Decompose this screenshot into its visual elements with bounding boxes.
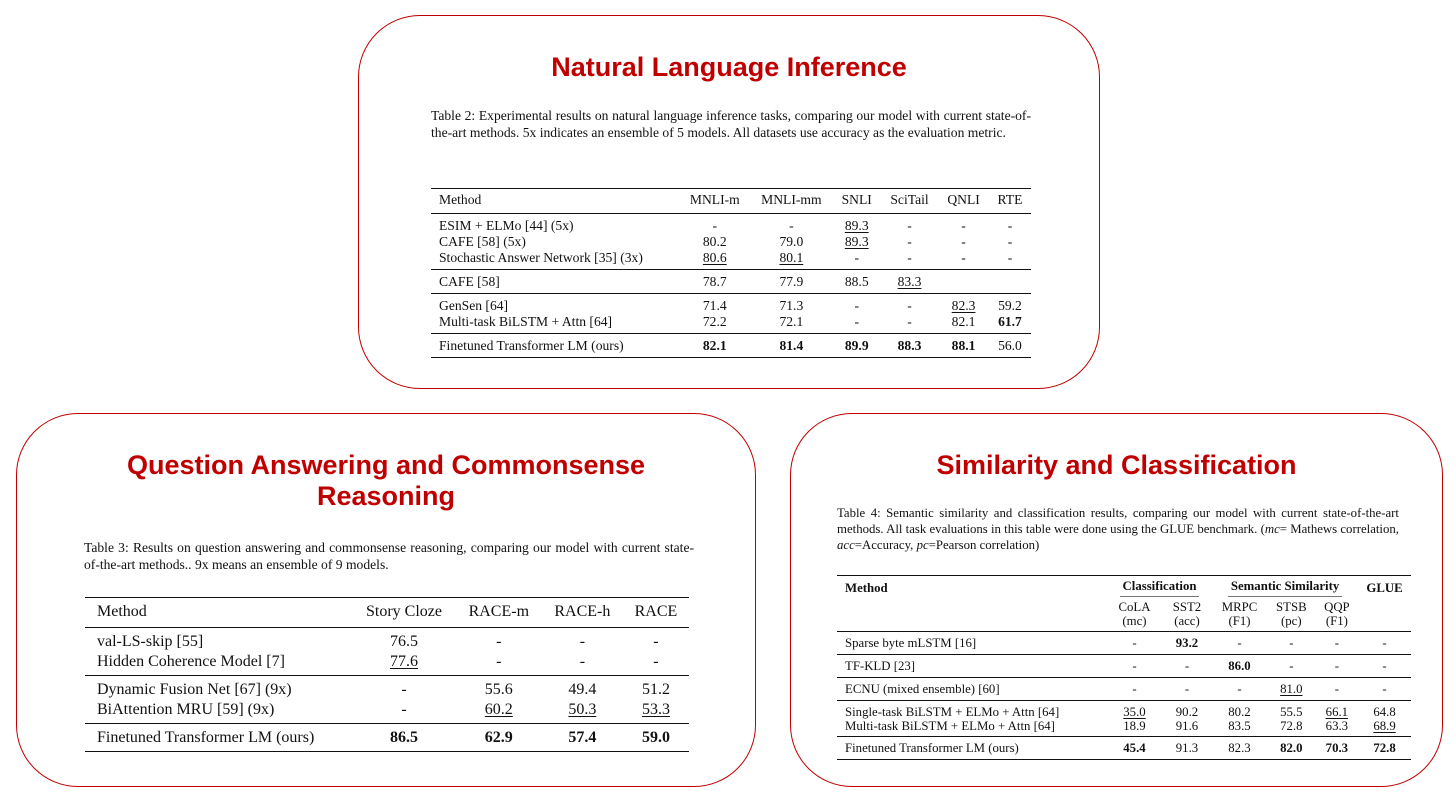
qa-table-row (85, 676, 689, 701)
nli-col-qnli: QNLI (947, 192, 980, 207)
sim-col-name: SST2 (1172, 600, 1202, 614)
value-cell: 83.5 (1228, 719, 1251, 733)
value-cell (989, 270, 1031, 294)
value-cell: 93.2 (1162, 632, 1212, 655)
method-cell: ESIM + ELMo [44] (5x) (431, 214, 680, 235)
sim-col-spacer (1358, 600, 1411, 632)
sim-col-name: CoLA (1118, 600, 1151, 614)
value-cell: 89.9 (833, 334, 881, 358)
nli-col-mnli-mm: MNLI-mm (761, 192, 822, 207)
value-cell: 53.3 (641, 701, 670, 718)
method-cell: Finetuned Transformer LM (ours) (837, 737, 1107, 760)
sim-col-sst2 (1162, 600, 1212, 632)
value-cell: 88.5 (833, 270, 881, 294)
value-cell: - (1162, 678, 1212, 701)
value-cell: 80.6 (702, 250, 727, 265)
value-cell: - (1358, 632, 1411, 655)
value-cell: - (1107, 678, 1162, 701)
value-cell: - (1358, 678, 1411, 701)
qa-col-race-h: RACE-h (554, 603, 611, 620)
sim-col-qqp (1316, 600, 1358, 632)
sim-col-glue: GLUE (1366, 581, 1403, 595)
sim-group-classification (1107, 576, 1212, 601)
sim-col-metric: (mc) (1122, 614, 1147, 628)
method-cell: Sparse byte mLSTM [16] (837, 632, 1107, 655)
qa-col-race: RACE (634, 603, 678, 620)
method-cell: Single-task BiLSTM + ELMo + Attn [64] (837, 701, 1107, 720)
value-cell: - (833, 294, 881, 315)
value-cell: 56.0 (989, 334, 1031, 358)
sim-caption-text: =Accuracy, (854, 538, 917, 552)
method-cell: Multi-task BiLSTM + Attn [64] (439, 314, 613, 329)
value-cell: 86.0 (1212, 655, 1267, 678)
value-cell: - (1162, 655, 1212, 678)
qa-table-row (85, 628, 689, 653)
value-cell: - (1212, 632, 1267, 655)
value-cell: - (542, 628, 623, 653)
value-cell: 90.2 (1162, 701, 1212, 720)
qa-table (85, 597, 689, 752)
qa-col-story-cloze: Story Cloze (365, 603, 442, 620)
value-cell: 81.0 (1267, 678, 1316, 701)
qa-title: Question Answering and Commonsense Reasoning (126, 450, 646, 511)
sim-group-semantic (1212, 576, 1358, 601)
value-cell: 81.4 (750, 334, 833, 358)
nli-col-scitail: SciTail (890, 192, 929, 207)
value-cell: 72.8 (1358, 737, 1411, 760)
nli-caption: Table 2: Experimental results on natural language inference tasks, comparing our model with current state-of-the-art methods. 5x indicates an ensemble of 5 models. All datasets use accuracy as the evaluation metric. (431, 108, 1031, 140)
value-cell: 72.2 (702, 314, 727, 329)
method-cell: CAFE [58] (5x) (439, 234, 526, 249)
value-cell: 83.3 (881, 270, 938, 294)
value-cell: - (961, 234, 966, 249)
sim-col-metric: (F1) (1325, 614, 1348, 628)
sim-caption (837, 505, 1399, 553)
sim-caption-text: =Pearson correlation) (928, 538, 1040, 552)
value-cell: 71.4 (680, 294, 751, 315)
sim-col-metric: (F1) (1228, 614, 1251, 628)
value-cell: 62.9 (456, 724, 542, 752)
value-cell: 88.1 (938, 334, 989, 358)
value-cell: 49.4 (542, 676, 623, 701)
value-cell: 80.1 (779, 250, 804, 265)
value-cell: 80.2 (1212, 701, 1267, 720)
sim-group-classification-label: Classification (1120, 579, 1200, 597)
value-cell: 59.0 (623, 724, 689, 752)
qa-header-row (85, 598, 689, 628)
sim-table (837, 575, 1411, 760)
value-cell: 57.4 (542, 724, 623, 752)
value-cell: 82.1 (680, 334, 751, 358)
value-cell: 64.8 (1358, 701, 1411, 720)
value-cell: 82.3 (938, 294, 989, 315)
method-cell: TF-KLD [23] (837, 655, 1107, 678)
value-cell: 66.1 (1316, 701, 1358, 720)
value-cell: 70.3 (1316, 737, 1358, 760)
value-cell: - (1007, 234, 1013, 249)
value-cell: 60.2 (484, 701, 513, 718)
sim-table-row (837, 737, 1411, 760)
value-cell: 91.6 (1175, 719, 1199, 733)
value-cell: 89.3 (844, 234, 869, 249)
value-cell: 51.2 (623, 676, 689, 701)
value-cell (938, 270, 989, 294)
value-cell: 71.3 (750, 294, 833, 315)
qa-table-row (85, 724, 689, 752)
sim-group-semantic-label: Semantic Similarity (1228, 579, 1342, 597)
value-cell: - (1267, 655, 1316, 678)
value-cell: - (961, 250, 966, 265)
nli-header-row (431, 189, 1031, 214)
qa-col-race-m: RACE-m (468, 603, 530, 620)
value-cell: - (1316, 678, 1358, 701)
sim-table-row (837, 701, 1411, 720)
sim-col-metric: (pc) (1281, 614, 1302, 628)
sim-col-name: MRPC (1221, 600, 1258, 614)
qa-panel (16, 413, 756, 787)
sim-caption-pc: pc (916, 538, 929, 552)
sim-header-group-row (837, 576, 1411, 601)
nli-table-row (431, 250, 1031, 270)
sim-caption-text: Table 4: Semantic similarity and classification results, comparing our model with current state-of-the-art methods. All task evaluations in this table were done using the GLUE benchmark. ( (837, 506, 1399, 536)
value-cell: - (456, 628, 542, 653)
sim-title: Similarity and Classification (936, 450, 1297, 480)
value-cell: 79.0 (779, 234, 804, 249)
value-cell: 82.3 (1212, 737, 1267, 760)
qa-caption: Table 3: Results on question answering and commonsense reasoning, comparing our model with current state-of-the-art methods.. 9x means an ensemble of 9 models. (84, 540, 694, 572)
value-cell: 88.3 (881, 334, 938, 358)
sim-caption-text: = Mathews correlation, (1279, 522, 1399, 536)
value-cell: - (907, 314, 912, 329)
value-cell: - (680, 214, 751, 235)
method-cell: CAFE [58] (431, 270, 680, 294)
value-cell: - (496, 653, 502, 670)
value-cell: 72.8 (1280, 719, 1303, 733)
value-cell: 91.3 (1162, 737, 1212, 760)
nli-col-snli: SNLI (841, 192, 872, 207)
value-cell: 72.1 (779, 314, 804, 329)
value-cell: - (1316, 632, 1358, 655)
value-cell: - (938, 214, 989, 235)
value-cell: 78.7 (680, 270, 751, 294)
value-cell: 76.5 (352, 628, 456, 653)
value-cell: 55.5 (1267, 701, 1316, 720)
value-cell: 61.7 (998, 314, 1022, 329)
method-cell: Multi-task BiLSTM + ELMo + Attn [64] (845, 719, 1055, 733)
value-cell: - (854, 314, 859, 329)
sim-header-sub-row (837, 600, 1411, 632)
sim-col-method: Method (845, 581, 888, 595)
sim-table-row (837, 632, 1411, 655)
value-cell: - (907, 234, 912, 249)
sim-panel (790, 413, 1443, 787)
method-cell: BiAttention MRU [59] (9x) (97, 701, 275, 718)
value-cell: - (1358, 655, 1411, 678)
method-cell: ECNU (mixed ensemble) [60] (837, 678, 1107, 701)
sim-table-row (837, 719, 1411, 737)
value-cell: - (579, 653, 586, 670)
method-cell: val-LS-skip [55] (85, 628, 352, 653)
sim-col-name: STSB (1276, 600, 1307, 614)
value-cell: - (881, 294, 938, 315)
value-cell: 45.4 (1107, 737, 1162, 760)
value-cell: 18.9 (1123, 719, 1146, 733)
nli-title: Natural Language Inference (551, 52, 907, 82)
sim-table-row (837, 655, 1411, 678)
value-cell: - (1267, 632, 1316, 655)
value-cell: 35.0 (1107, 701, 1162, 720)
method-cell: Dynamic Fusion Net [67] (9x) (85, 676, 352, 701)
value-cell: 68.9 (1373, 719, 1396, 733)
nli-table-row (431, 314, 1031, 334)
method-cell: Stochastic Answer Network [35] (3x) (439, 250, 643, 265)
value-cell: - (1107, 632, 1162, 655)
qa-table-row (85, 652, 689, 676)
value-cell: 77.9 (750, 270, 833, 294)
value-cell: 86.5 (352, 724, 456, 752)
value-cell: - (881, 214, 938, 235)
sim-col-cola (1107, 600, 1162, 632)
nli-table (431, 188, 1031, 358)
nli-panel (358, 15, 1100, 389)
value-cell: - (653, 653, 659, 670)
value-cell: 80.2 (702, 234, 727, 249)
nli-col-method: Method (439, 192, 482, 207)
sim-caption-acc: acc (837, 538, 855, 552)
value-cell: 82.1 (951, 314, 976, 329)
value-cell: 63.3 (1325, 719, 1349, 733)
value-cell: - (623, 628, 689, 653)
value-cell: - (854, 250, 859, 265)
nli-table-row (431, 334, 1031, 358)
sim-col-metric: (acc) (1174, 614, 1200, 628)
nli-col-rte: RTE (997, 192, 1023, 207)
value-cell: 89.3 (833, 214, 881, 235)
method-cell: GenSen [64] (431, 294, 680, 315)
value-cell: - (1212, 678, 1267, 701)
qa-table-row (85, 700, 689, 724)
nli-table-row (431, 294, 1031, 315)
sim-table-row (837, 678, 1411, 701)
sim-col-name: QQP (1324, 600, 1350, 614)
nli-col-mnli-m: MNLI-m (689, 192, 740, 207)
value-cell: - (352, 676, 456, 701)
value-cell: - (907, 250, 912, 265)
value-cell: 59.2 (989, 294, 1031, 315)
value-cell: 82.0 (1267, 737, 1316, 760)
sim-col-spacer (837, 600, 1107, 632)
value-cell: - (989, 214, 1031, 235)
value-cell: - (1107, 655, 1162, 678)
nli-table-row (431, 214, 1031, 235)
value-cell: 55.6 (456, 676, 542, 701)
method-cell: Finetuned Transformer LM (ours) (85, 724, 352, 752)
value-cell: 50.3 (568, 701, 597, 718)
method-cell: Finetuned Transformer LM (ours) (431, 334, 680, 358)
value-cell: - (1007, 250, 1013, 265)
method-cell: Hidden Coherence Model [7] (97, 653, 285, 670)
value-cell: - (750, 214, 833, 235)
value-cell: - (401, 701, 407, 718)
value-cell: - (1316, 655, 1358, 678)
sim-col-stsb (1267, 600, 1316, 632)
value-cell: 77.6 (389, 653, 418, 670)
sim-caption-mc: mc (1264, 522, 1280, 536)
nli-table-row (431, 270, 1031, 294)
sim-col-mrpc (1212, 600, 1267, 632)
nli-table-row (431, 234, 1031, 250)
qa-col-method: Method (97, 603, 147, 620)
